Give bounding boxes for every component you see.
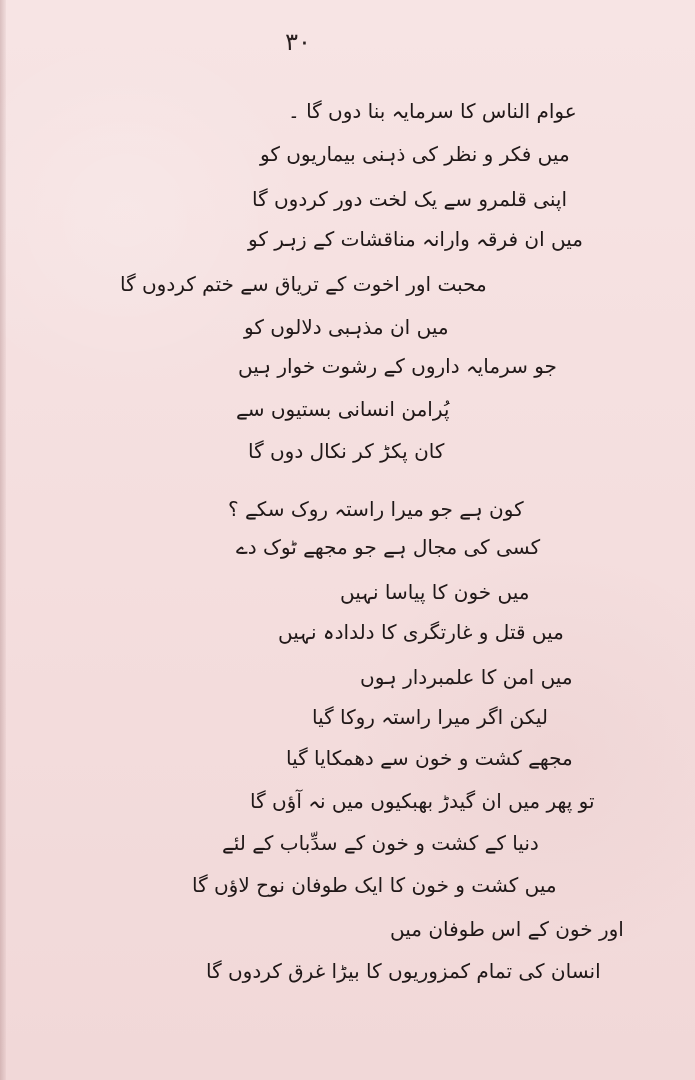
page-edge	[0, 0, 6, 1080]
poem-line: میں ان فرقہ وارانہ مناقشات کے زہر کو	[248, 227, 583, 251]
poem-line: میں کشت و خون کا ایک طوفان نوح لاؤں گا	[192, 873, 557, 897]
poem-line: دنیا کے کشت و خون کے سدِّباب کے لئے	[222, 831, 539, 855]
poem-line: میں امن کا علمبردار ہوں	[360, 665, 573, 689]
poem-line: میں فکر و نظر کی ذہنی بیماریوں کو	[260, 142, 570, 166]
poem-line: میں قتل و غارتگری کا دلدادہ نہیں	[278, 620, 564, 644]
page-number: ٣٠	[285, 28, 311, 56]
poem-line: اپنی قلمرو سے یک لخت دور کردوں گا	[252, 187, 567, 211]
poem-line: میں ان مذہبی دلالوں کو	[244, 315, 449, 339]
poem-line: انسان کی تمام کمزوریوں کا بیڑا غرق کردوں گا	[206, 959, 601, 983]
poem-line: محبت اور اخوت کے تریاق سے ختم کردوں گا	[120, 272, 487, 296]
poem-line: مجھے کشت و خون سے دھمکایا گیا	[286, 746, 573, 770]
poem-line: عوام الناس کا سرمایہ بنا دوں گا ۔	[288, 99, 577, 123]
poem-line: کون ہے جو میرا راستہ روک سکے ؟	[228, 497, 524, 521]
poem-line: تو پھر میں ان گیدڑ بھبکیوں میں نہ آؤں گا	[250, 789, 595, 813]
poem-line: کسی کی مجال ہے جو مجھے ٹوک دے	[236, 535, 541, 559]
poem-line: اور خون کے اس طوفان میں	[390, 917, 624, 941]
poem-line: لیکن اگر میرا راستہ روکا گیا	[312, 705, 548, 729]
poem-line: میں خون کا پیاسا نہیں	[340, 580, 530, 604]
poem-line: کان پکڑ کر نکال دوں گا	[248, 439, 445, 463]
poem-line: جو سرمایہ داروں کے رشوت خوار ہیں	[238, 354, 557, 378]
poem-line: پُرامن انسانی بستیوں سے	[236, 397, 450, 421]
